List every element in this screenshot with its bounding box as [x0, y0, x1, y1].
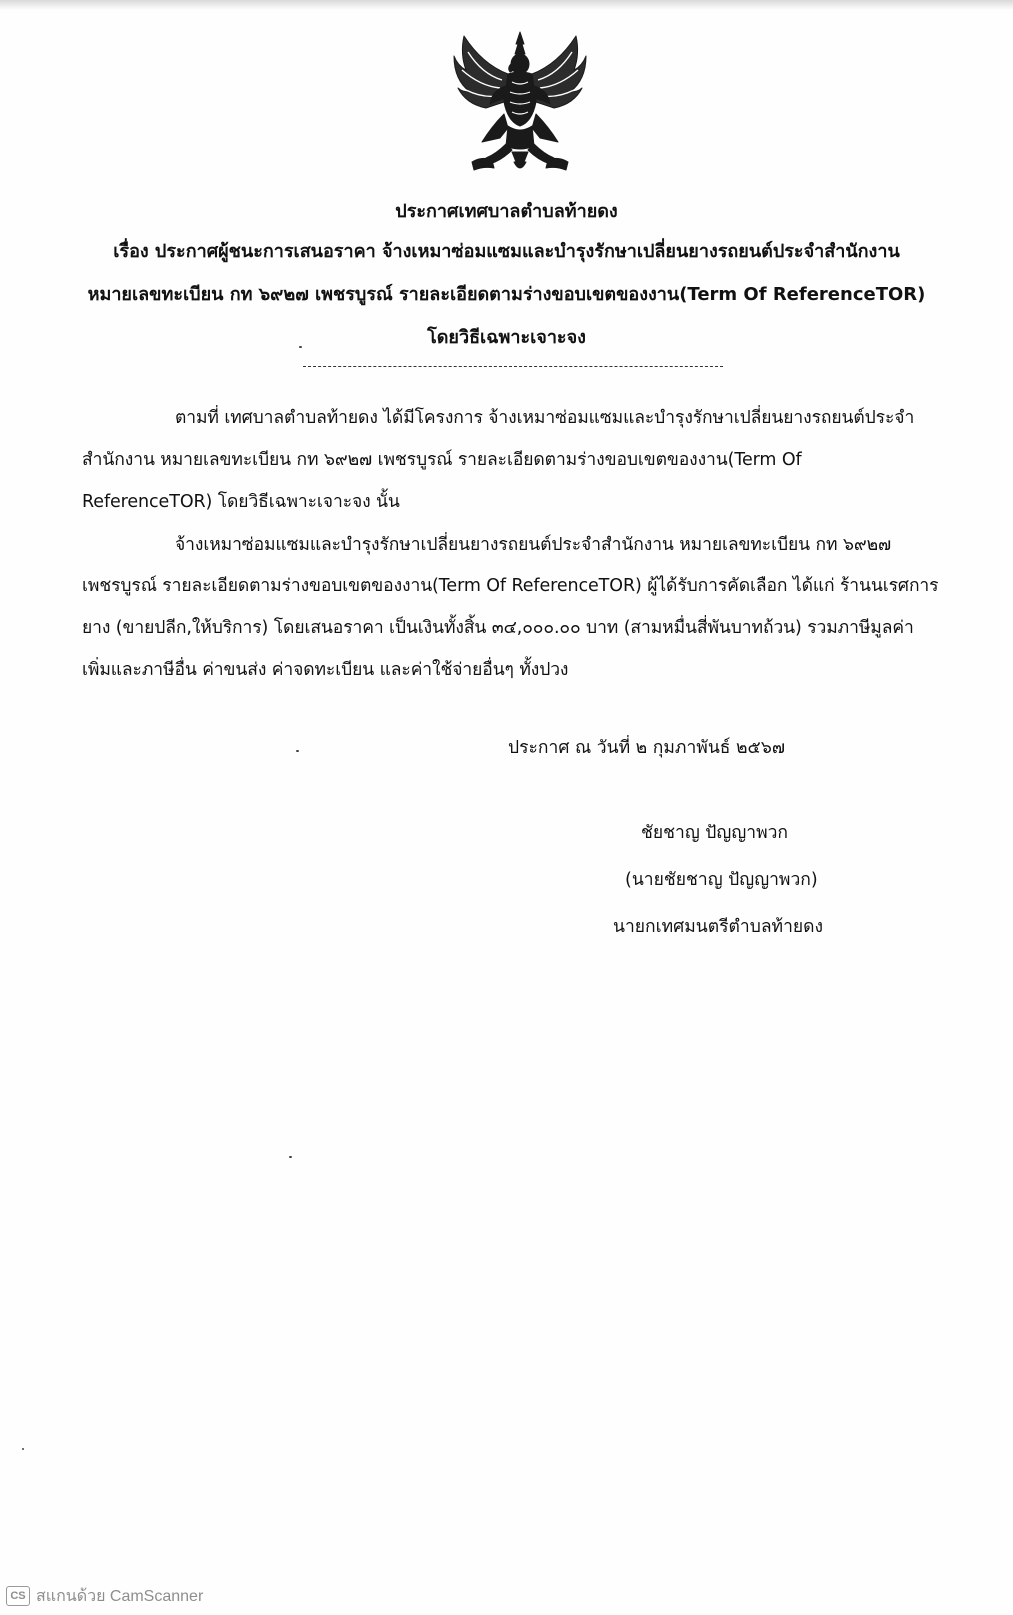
body-line: จ้างเหมาซ่อมแซมและบำรุงรักษาเปลี่ยนยางรถยนต์ประจำสำนักงาน หมายเลขทะเบียน กท ๖๙๒๗	[175, 535, 892, 555]
body-line: ตามที่ เทศบาลตำบลท้ายดง ได้มีโครงการ จ้างเหมาซ่อมแซมและบำรุงรักษาเปลี่ยนยางรถยนต์ประจำ	[175, 408, 915, 428]
camscanner-watermark	[6, 1585, 203, 1607]
subject-line-3: โดยวิธีเฉพาะเจาะจง	[427, 327, 586, 348]
scan-speck	[296, 750, 299, 752]
announcement-date: ประกาศ ณ วันที่ ๒ กุมภาพันธ์ ๒๕๖๗	[508, 738, 786, 758]
watermark-text: สแกนด้วย CamScanner	[36, 1587, 204, 1605]
announcement-title: ประกาศเทศบาลตำบลท้ายดง	[395, 201, 618, 222]
signature-name: ชัยชาญ ปัญญาพวก	[641, 823, 789, 843]
subject-line-2: หมายเลขทะเบียน กท ๖๙๒๗ เพชรบูรณ์ รายละเอียดตามร่างขอบเขตของงาน(Term Of ReferenceTOR)	[87, 284, 926, 305]
body-line: เพิ่มและภาษีอื่น ค่าขนส่ง ค่าจดทะเบียน และค่าใช้จ่ายอื่นๆ ทั้งปวง	[82, 660, 569, 680]
body-line: เพชรบูรณ์ รายละเอียดตามร่างขอบเขตของงาน(Term Of ReferenceTOR) ผู้ได้รับการคัดเลือก ได้แก่ ร้านนเรศการ	[82, 576, 939, 596]
scan-speck	[289, 1156, 292, 1158]
camscanner-logo-icon: CS	[6, 1586, 30, 1606]
scan-speck	[22, 1448, 24, 1450]
garuda-emblem-icon	[452, 30, 588, 175]
subject-line-1: เรื่อง ประกาศผู้ชนะการเสนอราคา จ้างเหมาซ่อมแซมและบำรุงรักษาเปลี่ยนยางรถยนต์ประจำสำนักงาน	[113, 241, 900, 262]
scan-speck	[299, 346, 302, 348]
signatory-position: นายกเทศมนตรีตำบลท้ายดง	[613, 917, 824, 937]
body-line: ยาง (ขายปลีก,ให้บริการ) โดยเสนอราคา เป็นเงินทั้งสิ้น ๓๔,๐๐๐.๐๐ บาท (สามหมื่นสี่พันบาทถ้วน) รวมภาษีมูลค่า	[82, 618, 914, 638]
body-line: สำนักงาน หมายเลขทะเบียน กท ๖๙๒๗ เพชรบูรณ์ รายละเอียดตามร่างขอบเขตของงาน(Term Of	[82, 450, 802, 470]
body-line: ReferenceTOR) โดยวิธีเฉพาะเจาะจง นั้น	[82, 492, 400, 512]
dashed-divider	[303, 366, 723, 367]
signatory-full-name: (นายชัยชาญ ปัญญาพวก)	[625, 870, 818, 890]
scan-edge-shadow	[0, 0, 1013, 10]
